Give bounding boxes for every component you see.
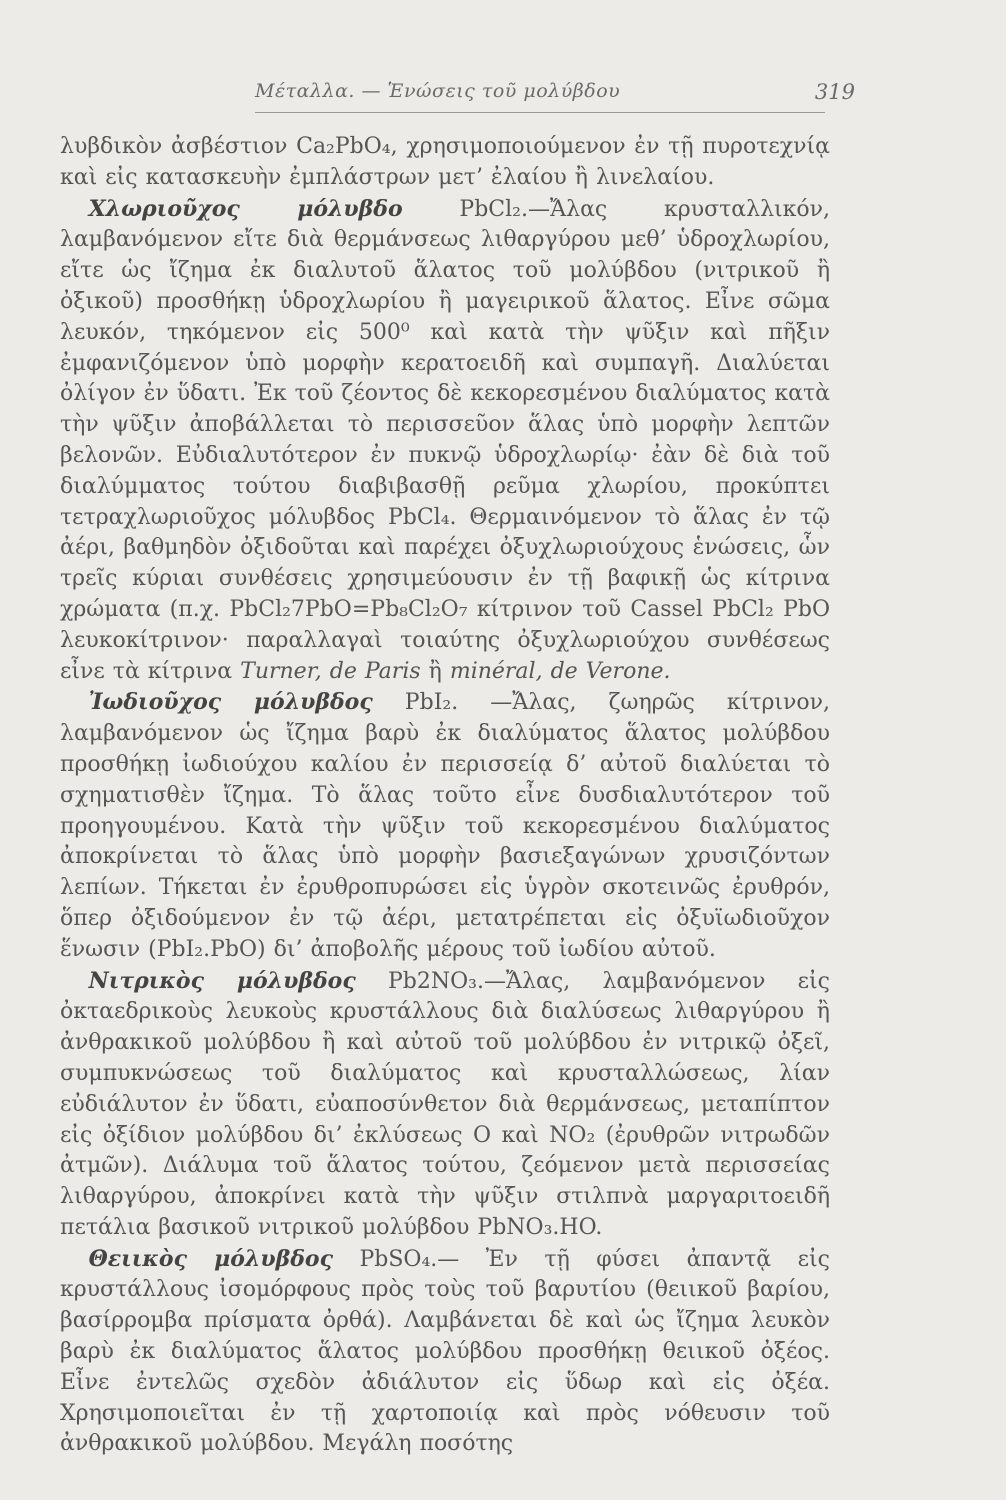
paragraph-text: PbSO₄.— Ἐν τῇ φύσει ἀπαντᾷ εἰς κρυστάλλους ἰσομόρφους πρὸς τοὺς τοῦ βαρυτίου (θειικοῦ βαρίου, βασίρρομβα πρίσματα ὀρθά). Λαμβάνεται δὲ καὶ ὡς ἴζημα λευκὸν βαρὺ ἐκ διαλύματος ἅλατος μολύβδου προσθήκῃ θειικοῦ ὀξέος. Εἶνε ἐντελῶς σχεδὸν ἀδιάλυτον εἰς ὕδωρ καὶ εἰς ὀξέα. Χρησιμοποιεῖται ἐν τῇ χαρτοποιίᾳ καὶ πρὸς νόθευσιν τοῦ ἀνθρακικοῦ μολύβδου. Μεγάλη ποσότης [60,1246,830,1457]
header-rule [255,112,825,113]
italic-text: minéral, de Verone. [449,658,671,684]
paragraph-lead-nitrate [60,966,830,1244]
paragraph-text: λυβδικὸν ἀσβέστιον Ca₂PbO₄, χρησιμοποιούμενον ἐν τῇ πυροτεχνίᾳ καὶ εἰς κατασκευὴν ἐμπλάστρων μετ’ ἐλαίου ἢ λινελαίου. [60,134,830,190]
paragraph-text: ἢ [420,658,450,684]
italic-text: Turner, de Paris [240,658,421,684]
page-header [255,80,855,120]
paragraph-text: Pb2NO₃.—Ἄλας, λαμβανόμενον εἰς ὀκταεδρικοὺς λευκοὺς κρυστάλλους διὰ διαλύσεως λιθαργύρου ἢ ἀνθρακικοῦ μολύβδου ἢ καὶ αὐτοῦ τοῦ μολύβδου ἐν νιτρικῷ ὀξεῖ, συμπυκνώσεως τοῦ διαλύματος καὶ κρυσταλλώσεως, λίαν εὐδιάλυτον ἐν ὕδατι, εὐαποσύνθετον διὰ θερμάνσεως, μεταπίπτον εἰς ὀξίδιον μολύβδου δι’ ἐκλύσεως O καὶ NO₂ (ἐρυθρῶν νιτρωδῶν ἀτμῶν). Διάλυμα τοῦ ἅλατος τούτου, ζεόμενον μετὰ περισσείας λιθαργύρου, ἀποκρίνει κατὰ τὴν ψῦξιν στιλπνὰ μαργαριτοειδῆ πετάλια βασικοῦ νιτρικοῦ μολύβδου PbNO₃.HO. [60,968,831,1240]
section-heading: Θειικὸς μόλυβδος [88,1245,333,1272]
paragraph-continuation [60,132,830,194]
page-number: 319 [814,80,855,104]
section-heading: Ἰωδιοῦχος μόλυβδος [88,689,373,716]
paragraph-lead-sulfate [60,1244,830,1461]
section-heading: Νιτρικὸς μόλυβδος [88,967,356,994]
paragraph-text: PbCl₂.—Ἄλας κρυσταλλικόν, λαμβανόμενον εἴτε διὰ θερμάνσεως λιθαργύρου μεθ’ ὑδροχλωρίου, εἴτε ὡς ἴζημα ἐκ διαλυτοῦ ἅλατος τοῦ μολύβδου (νιτρικοῦ ἢ ὀξικοῦ) προσθήκῃ ὑδροχλωρίου ἢ μαγειρικοῦ ἅλατος. Εἶνε σῶμα λευκόν, τηκόμενον εἰς 500⁰ καὶ κατὰ τὴν ψῦξιν καὶ πῆξιν ἐμφανιζόμενον ὑπὸ μορφὴν κερατοειδῆ καὶ συμπαγῆ. Διαλύεται ὀλίγον ἐν ὕδατι. Ἐκ τοῦ ζέοντος δὲ κεκορεσμένου διαλύματος κατὰ τὴν ψῦξιν ἀποβάλλεται τὸ περισσεῦον ἅλας ὑπὸ μορφὴν λεπτῶν βελονῶν. Εὐδιαλυτότερον ἐν πυκνῷ ὑδροχλωρίῳ· ἐὰν δὲ διὰ τοῦ διαλύμματος τούτου διαβιβασθῇ ρεῦμα χλωρίου, προκύπτει τετραχλωριοῦχος μόλυβδος PbCl₄. Θερμαινόμενον τὸ ἅλας ἐν τῷ ἀέρι, βαθμηδὸν ὀξιδοῦται καὶ παρέχει ὀξυχλωριούχους ἑνώσεις, ὧν τρεῖς κύριαι συνθέσεις χρησιμεύουσιν ἐν τῇ βαφικῇ ὡς κίτρινα χρώματα (π.χ. PbCl₂7PbO=Pb₈Cl₂O₇ κίτρινον τοῦ Cassel PbCl₂ PbO λευκοκίτρινον· παραλλαγαὶ τοιαύτης ὀξυχλωριούχου συνθέσεως εἶνε τὰ κίτρινα [60,196,830,684]
paragraph-lead-iodide [60,687,830,965]
section-heading: Χλωριοῦχος μόλυβδο [88,195,403,222]
paragraph-text: PbI₂. —Ἄλας, ζωηρῶς κίτρινον, λαμβανόμενον ὡς ἴζημα βαρὺ ἐκ διαλύματος ἅλατος μολύβδου προσθήκῃ ἰωδιούχου καλίου ἐν περισσείᾳ δ’ αὐτοῦ διαλύεται τὸ σχηματισθὲν ἴζημα. Τὸ ἅλας τοῦτο εἶνε δυσδιαλυτότερον τοῦ προηγουμένου. Κατὰ τὴν ψῦξιν τοῦ κεκορεσμένου διαλύματος ἀποκρίνεται τὸ ἅλας ὑπὸ μορφὴν βασιεξαγώνων χρυσιζόντων λεπίων. Τήκεται ἐν ἐρυθροπυρώσει εἰς ὑγρὸν σκοτεινῶς ἐρυθρόν, ὅπερ ὀξιδούμενον ἐν τῷ ἀέρι, μετατρέπεται εἰς ὀξυϊωδιοῦχον ἕνωσιν (PbI₂.PbO) δι’ ἀποβολῆς μέρους τοῦ ἰωδίου αὐτοῦ. [60,690,830,962]
paragraph-lead-chloride [60,194,830,688]
body-text [60,132,830,1460]
running-head: Μέταλλα. — Ἑνώσεις τοῦ μολύβδου [255,80,621,102]
